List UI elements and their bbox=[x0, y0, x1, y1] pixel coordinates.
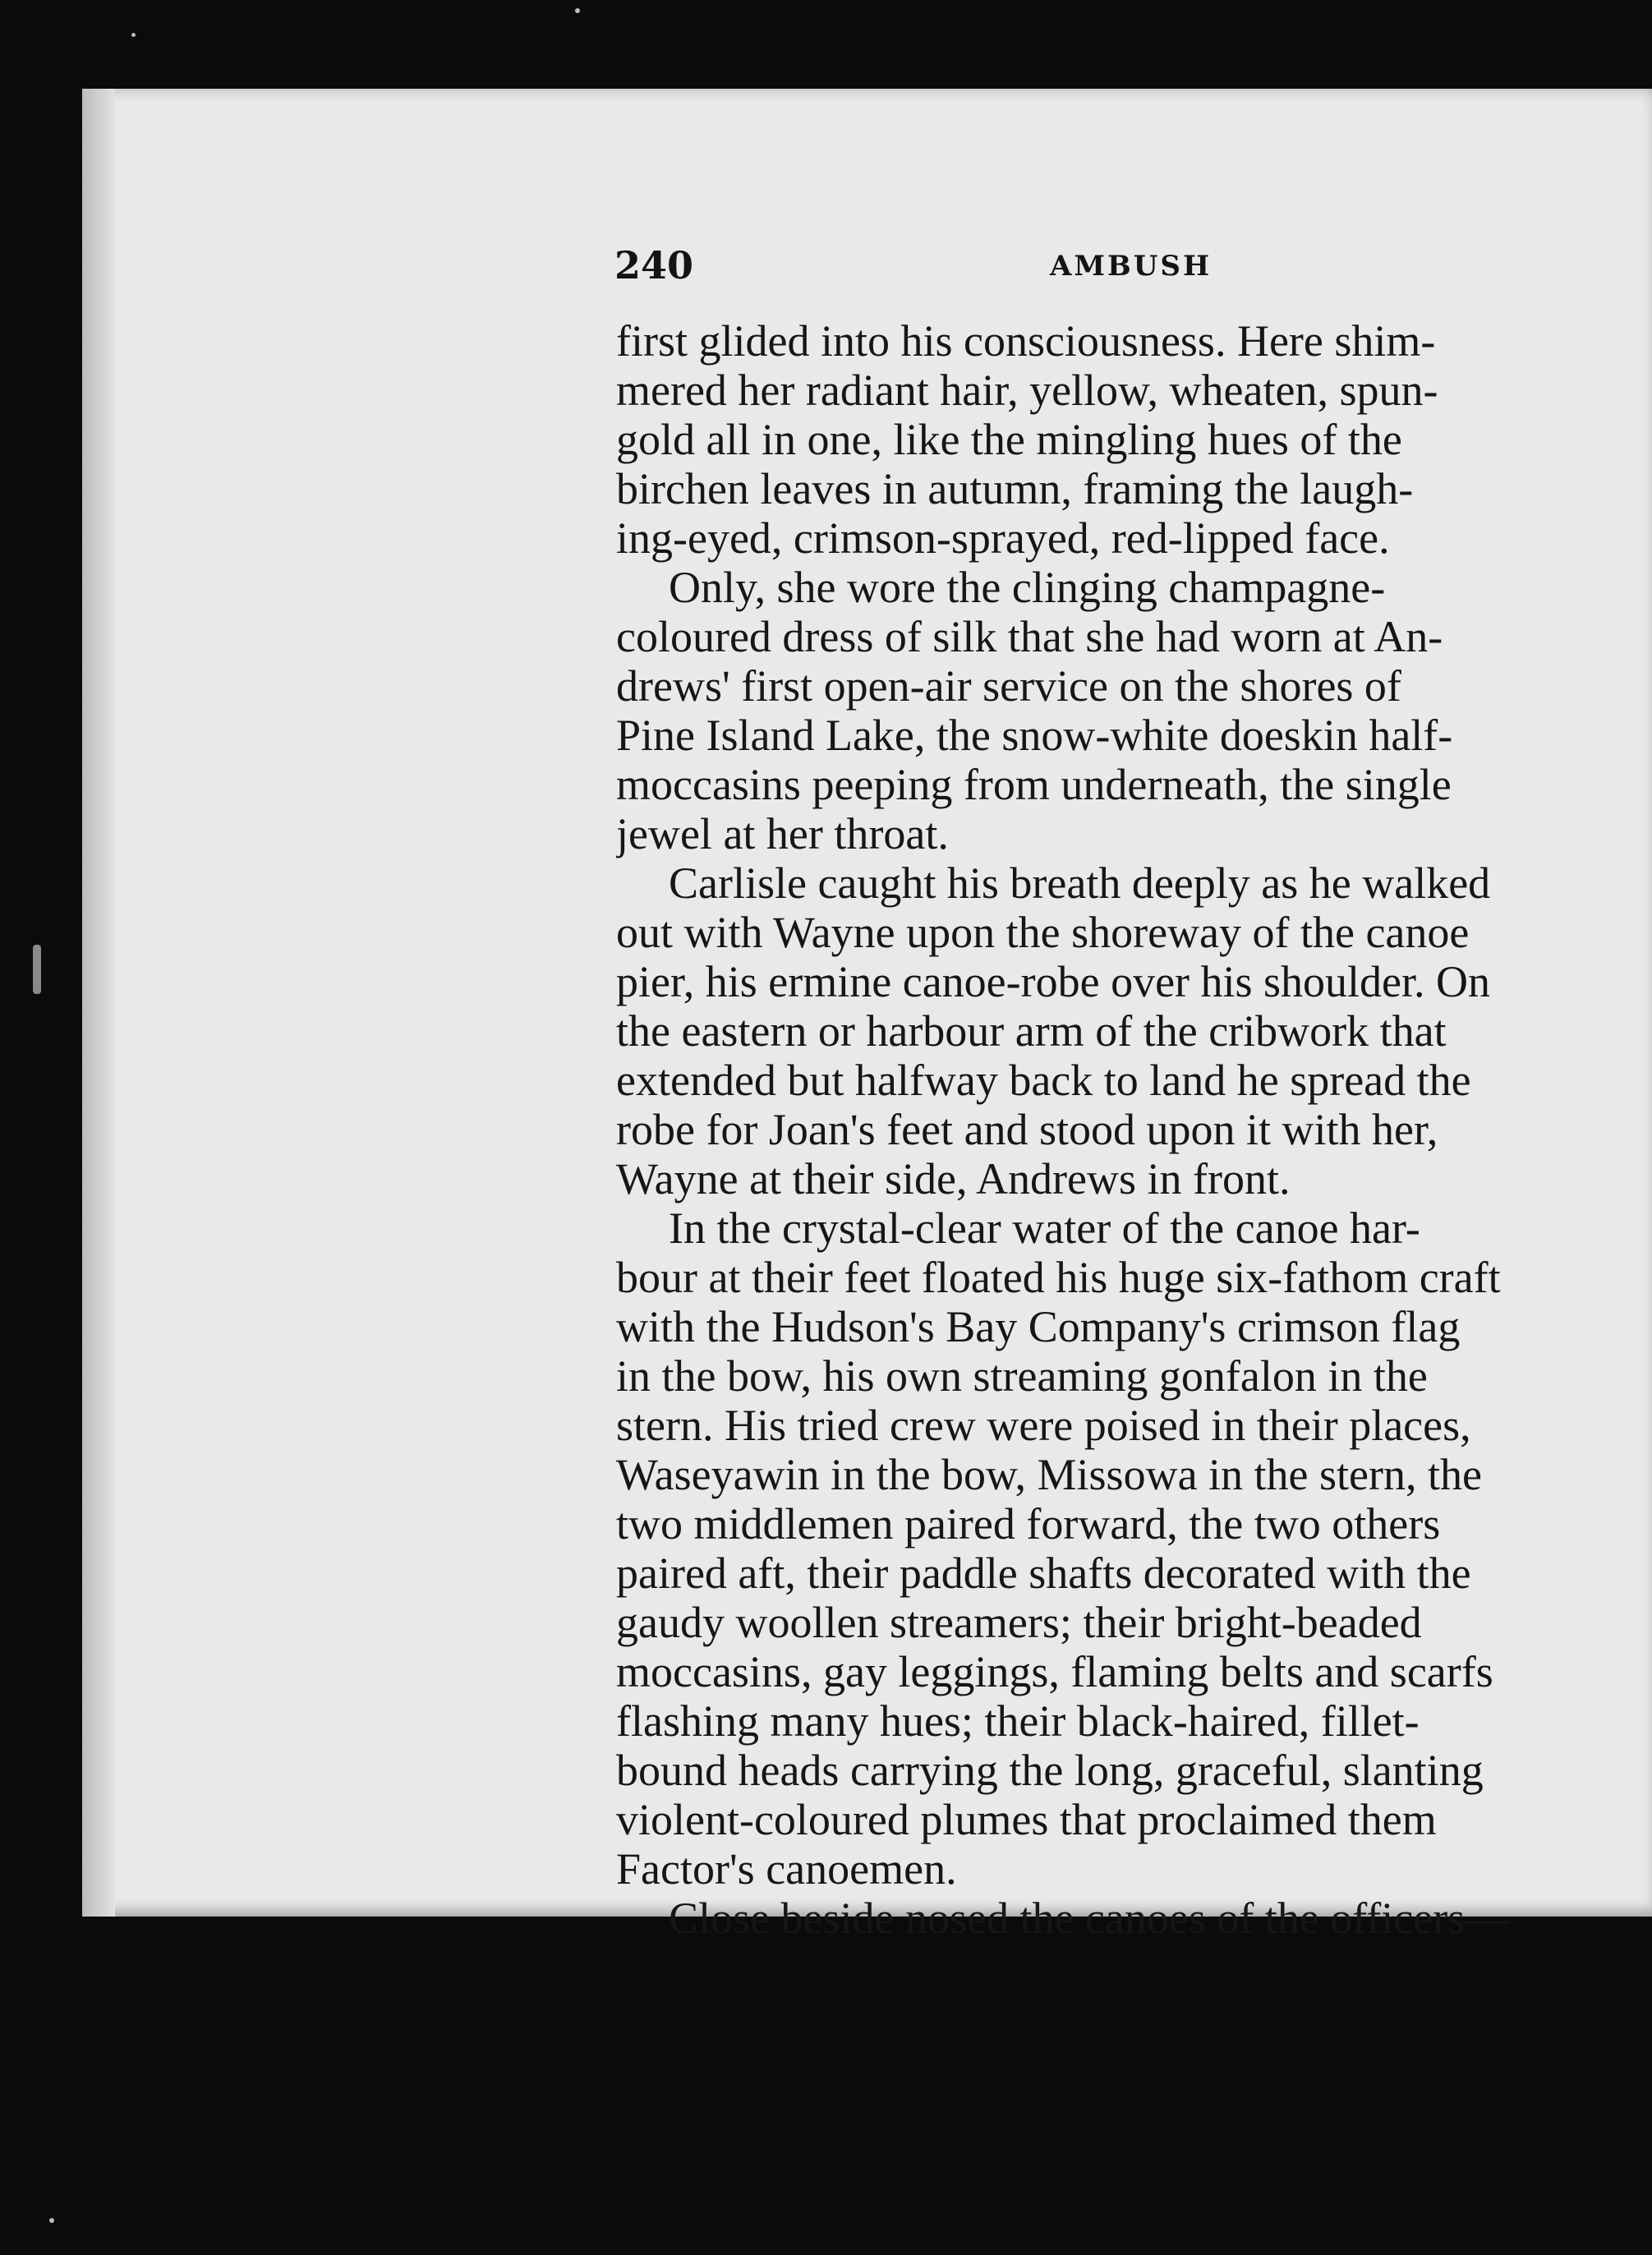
film-speck bbox=[33, 945, 41, 994]
text-line: Carlisle caught his breath deeply as he walked bbox=[669, 858, 1491, 908]
text-line: mered her radiant hair, yellow, wheaten, spun- bbox=[616, 366, 1438, 415]
text-line: gold all in one, like the mingling hues of the bbox=[616, 415, 1402, 464]
text-line: stern. His tried crew were poised in their places, bbox=[616, 1401, 1471, 1450]
film-speck bbox=[575, 8, 580, 13]
text-line: Wayne at their side, Andrews in front. bbox=[616, 1154, 1291, 1203]
text-line: Waseyawin in the bow, Missowa in the stern, the bbox=[616, 1450, 1482, 1499]
text-line: pier, his ermine canoe-robe over his shoulder. On bbox=[616, 957, 1491, 1006]
text-line: moccasins peeping from underneath, the single bbox=[616, 760, 1452, 809]
running-head: AMBUSH bbox=[1050, 250, 1213, 283]
text-line: two middlemen paired forward, the two others bbox=[616, 1499, 1441, 1549]
text-line: violent-coloured plumes that proclaimed them bbox=[616, 1795, 1437, 1844]
text-line: drews' first open-air service on the shores of bbox=[616, 661, 1401, 711]
text-line: gaudy woollen streamers; their bright-beaded bbox=[616, 1598, 1422, 1647]
film-speck bbox=[131, 33, 136, 37]
text-line: Only, she wore the clinging champagne- bbox=[669, 563, 1386, 612]
text-line: out with Wayne upon the shoreway of the canoe bbox=[616, 908, 1470, 957]
text-line: coloured dress of silk that she had worn at An- bbox=[616, 612, 1443, 661]
body-text bbox=[616, 316, 1652, 1959]
film-speck bbox=[49, 2218, 54, 2223]
page-gutter-shadow bbox=[82, 89, 115, 1917]
text-line: bound heads carrying the long, graceful, slanting bbox=[616, 1746, 1484, 1795]
text-line: birchen leaves in autumn, framing the laugh- bbox=[616, 464, 1414, 513]
text-line: extended but halfway back to land he spread the bbox=[616, 1056, 1471, 1105]
text-line: bour at their feet floated his huge six-fathom craft bbox=[616, 1253, 1501, 1302]
text-line: paired aft, their paddle shafts decorated with the bbox=[616, 1549, 1471, 1598]
text-line: jewel at her throat. bbox=[616, 809, 949, 858]
page-number: 240 bbox=[614, 243, 694, 288]
text-line: moccasins, gay leggings, flaming belts and scarfs bbox=[616, 1647, 1493, 1696]
text-line: with the Hudson's Bay Company's crimson flag bbox=[616, 1302, 1461, 1351]
text-line: flashing many hues; their black-haired, fillet- bbox=[616, 1696, 1420, 1746]
text-line: first glided into his consciousness. Here shim- bbox=[616, 316, 1436, 366]
text-line: ing-eyed, crimson-sprayed, red-lipped face. bbox=[616, 513, 1390, 563]
text-line: In the crystal-clear water of the canoe har- bbox=[669, 1203, 1420, 1253]
page-header bbox=[614, 243, 1652, 292]
text-line: the eastern or harbour arm of the cribwork that bbox=[616, 1006, 1447, 1056]
text-line: in the bow, his own streaming gonfalon in the bbox=[616, 1351, 1428, 1401]
text-line: Factor's canoemen. bbox=[616, 1844, 957, 1894]
text-line: robe for Joan's feet and stood upon it with her, bbox=[616, 1105, 1438, 1154]
text-line: Pine Island Lake, the snow-white doeskin half- bbox=[616, 711, 1453, 760]
text-line: Close beside nosed the canoes of the officers— bbox=[669, 1894, 1510, 1943]
